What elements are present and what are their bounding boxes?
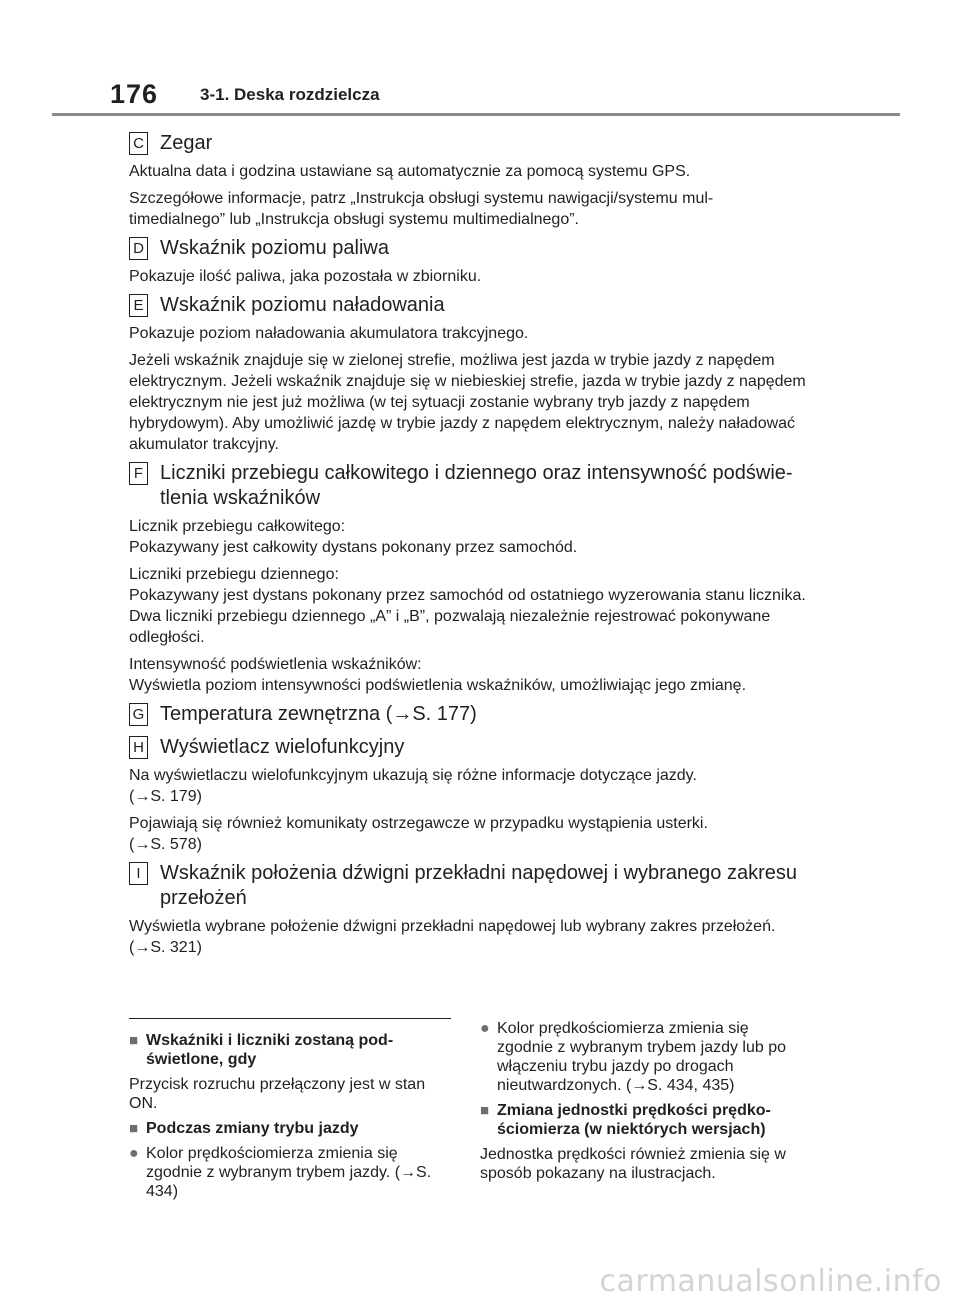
bullet-circle-icon: ● xyxy=(480,1020,490,1037)
item-h-heading xyxy=(129,735,809,760)
header-divider xyxy=(52,113,900,116)
site-watermark: carmanualsonline.info xyxy=(599,1264,942,1299)
item-d-heading xyxy=(129,236,809,261)
item-e-title: Wskaźnik poziomu naładowania xyxy=(160,294,445,316)
section-square-icon: ■ xyxy=(129,1120,139,1137)
item-i-title: Wskaźnik położenia dźwigni przekładni napędowej i wybranego zakresu przełożeń xyxy=(160,862,798,909)
item-e-label: E xyxy=(129,294,148,317)
note-offroad-bullet-text: Kolor prędkościomierza zmienia się zgodnie z wybranym trybem jazdy lub po włączeniu trybu jazdy po drogach nieutwardzonych. (→S. 434, 435) xyxy=(497,1020,787,1094)
item-c-text-2: Szczegółowe informacje, patrz „Instrukcja obsługi systemu nawigacji/systemu mul-timedialnego” lub „Instrukcja obsługi systemu multimedialnego”. xyxy=(129,190,714,228)
item-f-text-1b: Pokazywany jest całkowity dystans pokonany przez samochód. xyxy=(129,539,578,556)
item-c-text-1: Aktualna data i godzina ustawiane są automatycznie za pomocą systemu GPS. xyxy=(129,163,691,180)
note-speed-unit-text: Jednostka prędkości również zmienia się w sposób pokazany na ilustracjach. xyxy=(480,1146,786,1182)
item-f-text-3a: Intensywność podświetlenia wskaźników: xyxy=(129,656,422,673)
item-e-heading xyxy=(129,293,809,318)
item-f-text-3 xyxy=(129,654,809,696)
item-g-heading xyxy=(129,702,809,727)
note-section-drive-mode xyxy=(129,1119,451,1138)
note-section-drive-mode-title: Podczas zmiany trybu jazdy xyxy=(146,1120,359,1137)
main-content xyxy=(129,128,809,958)
item-d-title: Wskaźnik poziomu paliwa xyxy=(160,237,389,259)
item-c-label: C xyxy=(129,132,148,155)
item-h-text-1 xyxy=(129,765,809,807)
note-drive-mode-bullet-text: Kolor prędkościomierza zmienia się zgodnie z wybranym trybem jazdy. (→S. 434) xyxy=(146,1145,432,1200)
item-f-text-1a: Licznik przebiegu całkowitego: xyxy=(129,518,346,535)
note-section-speed-unit-title: Zmiana jednostki prędkości prędko-ściomierza (w niektórych wersjach) xyxy=(497,1102,771,1138)
bullet-circle-icon: ● xyxy=(129,1145,139,1162)
item-f-label: F xyxy=(129,462,148,485)
item-h-text-2 xyxy=(129,813,809,855)
item-e-text-2: Jeżeli wskaźnik znajduje się w zielonej strefie, możliwa jest jazda w trybie jazdy z napędem elektrycznym. Jeżeli wskaźnik znajduje się w niebieskiej strefie, jazda w trybie jazdy z napędem elektrycznym nie jest już możliwa (w tej sytuacji zostanie wybrany tryb jazdy z napędem hybrydowym). Aby umożliwić jazdę w trybie jazdy z napędem elektrycznym, należy naładować akumulator trakcyjny. xyxy=(129,352,806,453)
item-h-label: H xyxy=(129,736,148,759)
note-illumination-text: Przycisk rozruchu przełączony jest w stan ON. xyxy=(129,1076,426,1112)
item-f-title: Liczniki przebiegu całkowitego i dziennego oraz intensywność podświe-tlenia wskaźników xyxy=(160,462,793,509)
item-g-label: G xyxy=(129,703,148,726)
section-square-icon: ■ xyxy=(480,1102,490,1119)
item-f-text-3b: Wyświetla poziom intensywności podświetlenia wskaźników, umożliwiając jego zmianę. xyxy=(129,677,747,694)
note-drive-mode-bullet xyxy=(129,1144,451,1201)
notes-left-column xyxy=(129,1019,451,1201)
section-square-icon: ■ xyxy=(129,1032,139,1049)
item-f-text-1 xyxy=(129,516,809,558)
page-number: 176 xyxy=(110,79,159,109)
item-i-heading xyxy=(129,861,809,911)
item-f-text-2b: Pokazywany jest dystans pokonany przez samochód od ostatniego wyzerowania stanu licznika. Dwa liczniki przebiegu dziennego „A” i „B”, pozwalają niezależnie rejestrować pokonywane odległości. xyxy=(129,587,806,646)
item-f-text-2 xyxy=(129,564,809,648)
note-section-speed-unit xyxy=(480,1101,802,1139)
item-f-heading xyxy=(129,461,809,511)
item-h-text-2a: Pojawiają się również komunikaty ostrzegawcze w przypadku wystąpienia usterki. xyxy=(129,815,708,832)
note-section-illumination-title: Wskaźniki i liczniki zostaną pod-świetlone, gdy xyxy=(146,1032,394,1068)
item-d-label: D xyxy=(129,237,148,260)
item-c-title: Zegar xyxy=(160,132,213,154)
item-f-text-2a: Liczniki przebiegu dziennego: xyxy=(129,566,339,583)
item-d-text-1: Pokazuje ilość paliwa, jaka pozostała w zbiorniku. xyxy=(129,268,482,285)
item-c-heading xyxy=(129,131,809,156)
note-section-illumination xyxy=(129,1031,451,1069)
item-i-text-1: Wyświetla wybrane położenie dźwigni przekładni napędowej lub wybrany zakres przełożeń. (→S. 321) xyxy=(129,918,776,956)
item-h-title: Wyświetlacz wielofunkcyjny xyxy=(160,736,405,758)
item-g-title: Temperatura zewnętrzna (→S. 177) xyxy=(160,703,477,725)
item-e-text-1: Pokazuje poziom naładowania akumulatora trakcyjnego. xyxy=(129,325,529,342)
item-i-label: I xyxy=(129,862,148,885)
page-header xyxy=(110,78,900,112)
chapter-title: 3-1. Deska rozdzielcza xyxy=(200,85,380,104)
note-offroad-bullet xyxy=(480,1019,802,1095)
item-h-text-1a: Na wyświetlaczu wielofunkcyjnym ukazują się różne informacje dotyczące jazdy. xyxy=(129,767,697,784)
item-h-text-2b: (→S. 578) xyxy=(129,836,202,853)
notes-right-column xyxy=(480,1019,802,1183)
item-h-text-1b: (→S. 179) xyxy=(129,788,202,805)
